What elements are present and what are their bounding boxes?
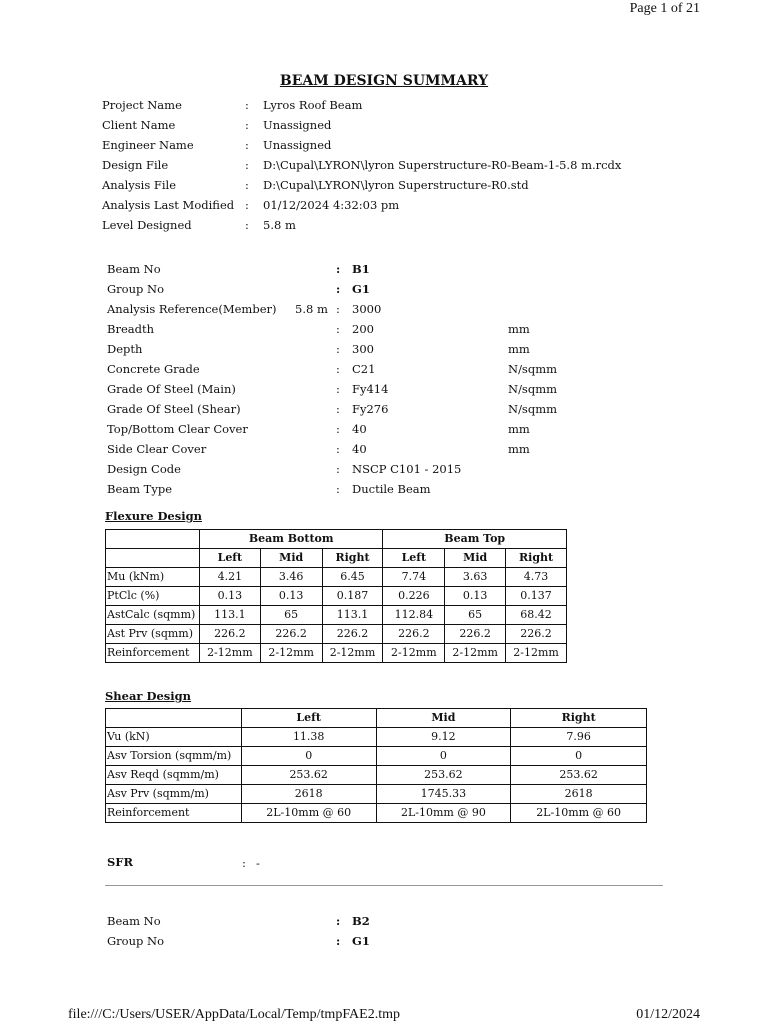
beam-param-row: Breadth : 200 mm — [107, 322, 530, 336]
info-label: Client Name — [102, 118, 176, 132]
page-number: Page 1 of 21 — [629, 1, 700, 16]
sfr-label: SFR — [107, 855, 134, 869]
table-row: Asv Torsion (sqmm/m) 0 0 0 — [106, 747, 647, 766]
row-label: Reinforcement — [106, 804, 242, 823]
column-header: Right — [322, 549, 383, 568]
table-row: Vu (kN) 11.38 9.12 7.96 — [106, 728, 647, 747]
table-row: Asv Prv (sqmm/m) 2618 1745.33 2618 — [106, 785, 647, 804]
table-row: Reinforcement 2L-10mm @ 60 2L-10mm @ 90 2L-10mm @ 60 — [106, 804, 647, 823]
shear-table — [105, 708, 647, 823]
info-value: Unassigned — [263, 118, 332, 132]
row-label: AstCalc (sqmm) — [106, 606, 200, 625]
beam-number: B1 — [352, 262, 370, 276]
row-label: Reinforcement — [106, 644, 200, 663]
beam-param-row: Depth : 300 mm — [107, 342, 530, 356]
table-row: Asv Reqd (sqmm/m) 253.62 253.62 253.62 — [106, 766, 647, 785]
beam-param-row: Analysis Reference(Member) 5.8 m : 3000 — [107, 299, 667, 319]
beam-param-row: Top/Bottom Clear Cover : 40 mm — [107, 422, 530, 436]
info-label: Analysis Last Modified — [102, 198, 235, 212]
shear-design-title: Shear Design — [105, 689, 192, 703]
info-value: D:\Cupal\LYRON\lyron Superstructure-R0-Beam-1-5.8 m.rcdx — [263, 158, 622, 172]
column-header: Mid — [376, 709, 511, 728]
column-header: Right — [511, 709, 647, 728]
document-title: BEAM DESIGN SUMMARY — [279, 73, 489, 89]
column-header: Mid — [260, 549, 322, 568]
info-value: Unassigned — [263, 138, 332, 152]
flexure-sub-header-row — [106, 549, 567, 568]
beam-number: B2 — [352, 914, 370, 928]
table-row: Mu (kNm) 4.21 3.46 6.45 7.74 3.63 4.73 — [106, 568, 567, 587]
row-label: Mu (kNm) — [106, 568, 200, 587]
beam-param-row: Concrete Grade : C21 N/sqmm — [107, 362, 558, 376]
beam-param-row: Beam No : B1 — [107, 259, 667, 279]
flexure-table — [105, 529, 567, 663]
beam-param-row: Beam Type : Ductile Beam — [107, 482, 431, 496]
table-row: Ast Prv (sqmm) 226.2 226.2 226.2 226.2 226.2 226.2 — [106, 625, 567, 644]
beam-param-row: Group No : G1 — [107, 279, 667, 299]
table-row: Reinforcement 2-12mm 2-12mm 2-12mm 2-12mm 2-12mm 2-12mm — [106, 644, 567, 663]
table-row: AstCalc (sqmm) 113.1 65 113.1 112.84 65 68.42 — [106, 606, 567, 625]
beam-param-row: Beam No : B2 — [107, 911, 667, 931]
shear-header-row — [106, 709, 647, 728]
group-number: G1 — [352, 934, 370, 948]
row-label: PtClc (%) — [106, 587, 200, 606]
row-label: Asv Torsion (sqmm/m) — [106, 747, 242, 766]
footer-date: 01/12/2024 — [636, 1007, 700, 1022]
flexure-design-title: Flexure Design — [105, 509, 202, 523]
group-number: G1 — [352, 282, 370, 296]
column-header: Mid — [445, 549, 506, 568]
info-label: Project Name — [102, 98, 182, 112]
beam-bottom-header: Beam Bottom — [199, 530, 382, 549]
column-header: Left — [383, 549, 445, 568]
info-label: Level Designed — [102, 218, 192, 232]
flexure-group-header-row — [106, 530, 567, 549]
row-label: Asv Reqd (sqmm/m) — [106, 766, 242, 785]
info-label: Analysis File — [102, 178, 177, 192]
beam-param-row: Group No : G1 — [107, 931, 667, 951]
info-value: D:\Cupal\LYRON\lyron Superstructure-R0.std — [263, 178, 529, 192]
section-divider — [105, 885, 663, 886]
beam-param-row: Grade Of Steel (Main) : Fy414 N/sqmm — [107, 382, 558, 396]
row-label: Vu (kN) — [106, 728, 242, 747]
beam-top-header: Beam Top — [383, 530, 567, 549]
column-header: Left — [199, 549, 260, 568]
column-header: Right — [506, 549, 567, 568]
beam-param-row: Design Code : NSCP C101 - 2015 — [107, 462, 462, 476]
sfr-value: - — [256, 856, 260, 870]
beam-param-row: Grade Of Steel (Shear) : Fy276 N/sqmm — [107, 402, 558, 416]
table-row: PtClc (%) 0.13 0.13 0.187 0.226 0.13 0.137 — [106, 587, 567, 606]
info-label: Engineer Name — [102, 138, 194, 152]
info-label: Design File — [102, 158, 169, 172]
row-label: Ast Prv (sqmm) — [106, 625, 200, 644]
level-value: 5.8 m — [295, 302, 328, 316]
info-value: 01/12/2024 4:32:03 pm — [263, 198, 400, 212]
footer-file-path: file:///C:/Users/USER/AppData/Local/Temp/tmpFAE2.tmp — [68, 1007, 401, 1022]
beam-param-row: Side Clear Cover : 40 mm — [107, 442, 530, 456]
row-label: Asv Prv (sqmm/m) — [106, 785, 242, 804]
info-value: 5.8 m — [263, 218, 296, 232]
column-header: Left — [241, 709, 376, 728]
info-value: Lyros Roof Beam — [263, 98, 363, 112]
